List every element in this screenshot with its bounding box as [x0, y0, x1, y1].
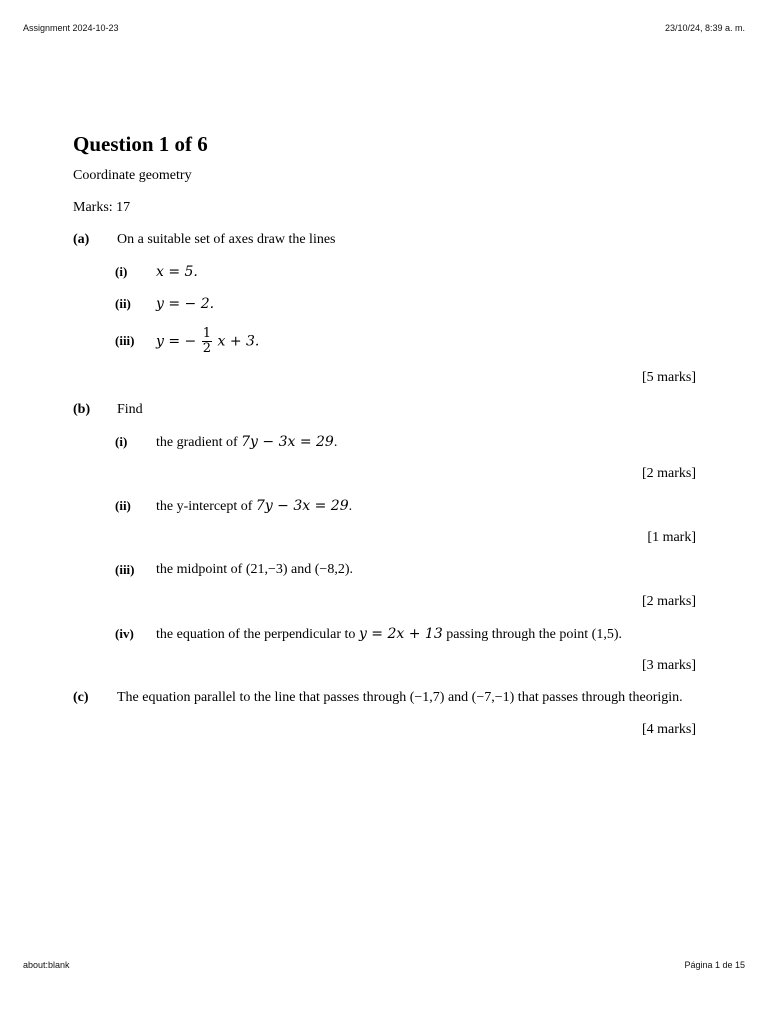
- part-a-item-iii: [73, 325, 696, 357]
- question-document: [73, 128, 696, 739]
- part-a-item-iii-equation-pre: y = −: [156, 333, 197, 349]
- part-a: [73, 231, 696, 387]
- part-a-text: On a suitable set of axes draw the lines: [117, 232, 336, 247]
- print-header-datetime: 23/10/24, 8:39 a. m.: [664, 23, 745, 33]
- question-marks: [73, 199, 696, 217]
- part-b-text: Find: [117, 402, 143, 417]
- print-header-title: Assignment 2024-10-23: [23, 23, 119, 33]
- part-b-item-i-label: (i): [115, 434, 128, 449]
- part-b-item-iv-label: (iv): [115, 626, 134, 641]
- part-a-item-ii-label: (ii): [115, 296, 131, 311]
- question-title: Question 1 of 6: [73, 132, 208, 156]
- part-b-item-ii-pre: the y-intercept of: [156, 498, 256, 514]
- part-b-item-iv-marks: [3 marks]: [641, 658, 696, 673]
- question-marks-text: Marks: 17: [73, 200, 131, 215]
- part-b-item-i: [73, 433, 696, 451]
- print-footer-page-number: Página 1 de 15: [684, 960, 745, 970]
- part-a-label: (a): [73, 232, 90, 247]
- question-topic: [73, 167, 696, 185]
- question-topic-text: Coordinate geometry: [73, 168, 192, 183]
- part-b-item-iv-equation: y = 2x + 13: [358, 625, 443, 642]
- part-a-marks: [5 marks]: [641, 370, 696, 385]
- part-b-item-i-marks: [2 marks]: [641, 466, 696, 481]
- part-b-item-ii-equation: 7y − 3x = 29: [255, 497, 349, 514]
- part-a-item-ii: [73, 295, 696, 313]
- part-b-label: (b): [73, 402, 91, 417]
- part-b-item-ii-marks: [1 mark]: [647, 530, 696, 545]
- part-c-marks: [4 marks]: [641, 722, 696, 737]
- print-footer-url: about:blank: [23, 960, 70, 970]
- fraction-numerator: 1: [202, 325, 212, 341]
- part-b-item-ii-label: (ii): [115, 498, 131, 513]
- fraction: [202, 327, 212, 356]
- part-b-item-iv: [73, 625, 696, 643]
- part-c-text: The equation parallel to the line that passes through (−1,7) and (−7,−1) that passes through theorigin.: [117, 690, 683, 705]
- part-b-item-iii-text: the midpoint of (21,−3) and (−8,2).: [156, 562, 353, 577]
- part-b-item-ii-post: .: [348, 498, 353, 514]
- part-b-item-i-pre: the gradient of: [156, 434, 242, 450]
- part-b-item-iii-label: (iii): [115, 562, 135, 577]
- part-a-item-iii-equation-post: x + 3.: [217, 333, 260, 349]
- part-b-item-iii: [73, 561, 696, 579]
- part-b-item-ii: [73, 497, 696, 515]
- print-header: [23, 23, 745, 33]
- print-footer: [23, 960, 745, 970]
- fraction-denominator: 2: [202, 340, 212, 356]
- part-b-item-i-equation: 7y − 3x = 29: [241, 433, 334, 450]
- part-b-item-iv-post: passing through the point (1,5).: [442, 626, 622, 642]
- part-a-item-ii-equation: y = − 2.: [156, 296, 215, 312]
- part-b: [73, 401, 696, 675]
- part-a-item-iii-equation: [156, 327, 259, 356]
- part-a-item-i: [73, 263, 696, 281]
- part-a-item-iii-label: (iii): [115, 333, 135, 348]
- part-a-item-i-equation: x = 5.: [156, 264, 198, 280]
- part-a-item-i-label: (i): [115, 264, 128, 279]
- part-b-item-iv-pre: the equation of the perpendicular to: [156, 626, 359, 642]
- part-b-item-i-post: .: [333, 434, 338, 450]
- part-c: [73, 689, 696, 739]
- part-b-item-iii-marks: [2 marks]: [641, 594, 696, 609]
- part-c-label: (c): [73, 690, 89, 705]
